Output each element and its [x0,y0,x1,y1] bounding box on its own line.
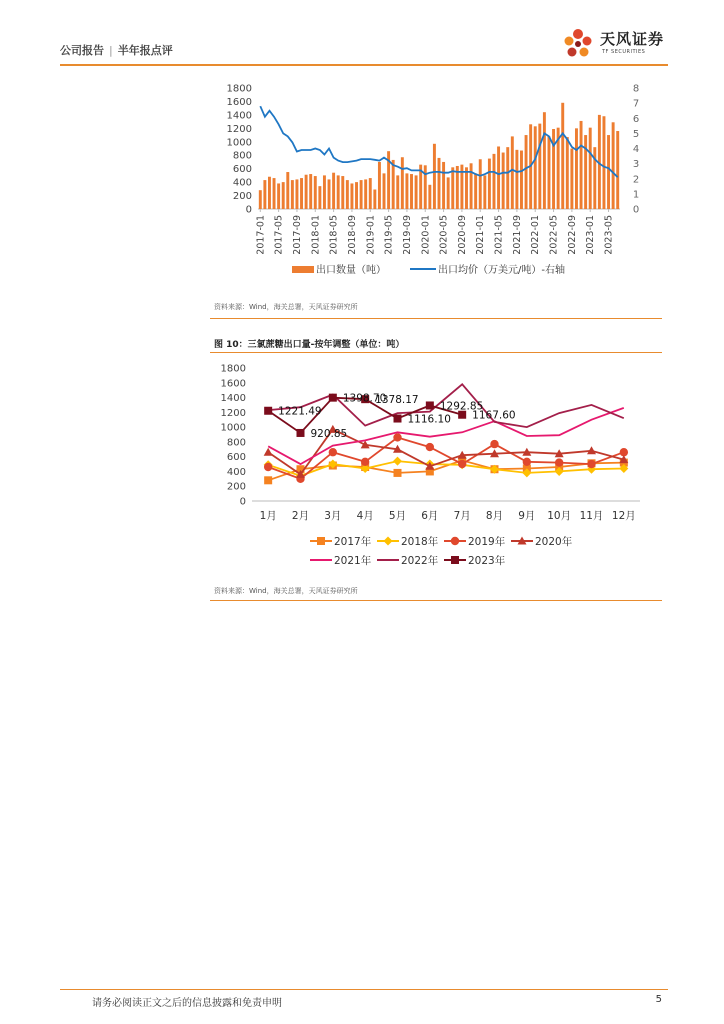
x-tick-label: 2022-01 [530,215,542,255]
x-tick-label: 11月 [579,510,604,522]
legend-label: 2021年 [334,555,372,567]
figure2-source: 资料来源：Wind，海关总署，天风证券研究所 [214,587,358,595]
data-point [394,469,402,477]
x-tick-label: 2023-01 [585,215,597,255]
y-tick-label: 1200 [220,407,246,419]
volume-bar [447,177,450,209]
volume-bar [392,160,395,209]
page-header [60,30,668,60]
volume-bar [318,186,321,209]
data-point [587,460,595,468]
volume-bar [451,167,454,209]
volume-bar [323,175,326,209]
x-tick-label: 2020-09 [456,215,468,255]
data-point [555,458,563,466]
volume-bar [616,131,619,209]
volume-bar [474,173,477,209]
y-tick-label: 600 [226,452,246,464]
volume-bar [497,146,500,209]
x-tick-label: 2021-01 [475,215,487,255]
volume-bar [566,137,569,209]
x-tick-label: 2017-09 [291,215,303,255]
x-tick-label: 6月 [421,510,439,522]
y-tick-label: 200 [232,191,252,203]
y-tick-label: 1800 [220,363,246,375]
header-rule [60,64,668,66]
volume-bar [378,162,381,209]
volume-bar [341,176,344,209]
legend-label: 出口数量（吨） [316,265,386,276]
y-tick-label: 1800 [226,83,252,95]
data-point [393,457,402,466]
x-tick-label: 10月 [547,510,572,522]
volume-bar [543,112,546,209]
y-tick-label: 200 [226,481,246,493]
footer-disclaimer: 请务必阅读正文之后的信息披露和免责申明 [92,998,282,1009]
volume-bar [396,175,399,209]
x-tick-label: 2018-01 [310,215,322,255]
volume-bar [433,144,436,209]
volume-bar [295,179,298,209]
y2-tick-label: 7 [632,98,640,110]
volume-bar [538,124,541,209]
legend-label: 2023年 [468,555,506,567]
y-tick-label: 0 [245,204,252,216]
volume-bar [488,159,491,209]
volume-bar [502,153,505,209]
volume-bar [355,182,358,209]
data-point [426,443,434,451]
y2-tick-label: 2 [632,174,640,186]
volume-bar [575,128,578,209]
volume-bar [332,173,335,209]
brand-name-cn: 天风证券 [600,30,665,48]
figure1-rule [210,318,662,319]
volume-bar [401,157,404,209]
brand-name-en: TF SECURITIES [602,49,646,55]
x-tick-label: 2019-01 [365,215,377,255]
brand-logo [558,24,668,64]
volume-bar [415,175,418,209]
volume-bar [428,185,431,209]
y-tick-label: 1600 [220,378,246,390]
volume-bar [483,175,486,209]
volume-bar [369,178,372,209]
x-tick-label: 2019-09 [401,215,413,255]
volume-bar [337,175,340,209]
legend-label: 2019年 [468,536,506,548]
chart-annual-svg [210,358,662,576]
volume-bar [300,178,303,209]
x-tick-label: 2021-05 [493,215,505,255]
volume-bar [548,136,551,209]
legend-marker [317,537,325,545]
volume-bar [602,116,605,209]
report-type: 公司报告 [60,44,104,57]
data-point [264,407,272,415]
data-point [394,415,402,423]
x-tick-label: 3月 [324,510,342,522]
volume-bar [383,173,386,209]
y2-tick-label: 5 [632,128,640,140]
x-tick-label: 8月 [485,510,504,522]
figure2-title-rule [210,352,662,353]
x-tick-label: 2022-09 [566,215,578,255]
x-tick-label: 2018-09 [346,215,358,255]
y-tick-label: 1400 [220,393,246,405]
export-volume-price-chart [210,78,662,288]
y-tick-label: 800 [226,437,246,449]
y-tick-label: 1600 [226,96,252,108]
volume-bar [305,175,308,209]
volume-bar [291,180,294,209]
data-point [361,458,369,466]
data-label: 1378.17 [375,394,419,407]
chart-volume-price-svg [210,78,662,288]
volume-bar [470,163,473,209]
report-subtype: 半年报点评 [117,44,173,57]
y2-tick-label: 1 [632,189,640,201]
y-tick-label: 1200 [226,123,252,135]
annual-export-chart [210,358,662,576]
x-tick-label: 2019-05 [383,215,395,255]
y2-tick-label: 6 [632,113,640,125]
data-label: 1292.85 [439,400,484,413]
data-label: 1116.10 [407,413,451,426]
x-tick-label: 9月 [518,510,536,522]
volume-bar [373,190,376,209]
volume-bar [479,159,482,209]
x-tick-label: 2020-01 [420,215,432,255]
data-point [393,433,401,441]
data-label: 1398.70 [342,392,387,405]
legend-marker [384,537,393,546]
volume-bar [589,128,592,209]
page-number: 5 [655,994,662,1005]
volume-bar [282,182,285,209]
volume-bar [584,135,587,209]
legend-label: 2017年 [334,536,372,548]
data-point [523,458,531,466]
y-tick-label: 400 [232,177,252,189]
data-point [297,429,305,437]
volume-bar [570,149,573,210]
volume-bar [277,183,280,209]
data-point [264,476,272,484]
x-tick-label: 1月 [259,510,277,522]
volume-bar [360,180,363,209]
volume-bar [410,174,413,209]
y2-tick-label: 8 [632,83,640,95]
data-label: 1167.60 [472,409,516,422]
y2-tick-label: 4 [632,144,640,155]
data-point [264,463,272,471]
data-point [458,460,466,468]
volume-bar [493,154,496,209]
y-tick-label: 800 [232,150,252,162]
data-point [426,401,434,409]
breadcrumb: 公司报告 | 半年报点评 [60,44,173,57]
volume-bar [511,136,514,209]
figure2-title: 图 10：三氯蔗糖出口量-按年调整（单位：吨） [214,340,405,350]
volume-bar [273,178,276,209]
volume-bar [424,165,427,209]
data-point [490,440,498,448]
x-tick-label: 4月 [356,510,374,522]
volume-bar [259,190,262,209]
x-tick-label: 2018-05 [328,215,340,255]
volume-bar [580,121,583,209]
data-label: 920.85 [310,427,348,440]
y-tick-label: 600 [232,164,252,176]
volume-bar [561,103,564,209]
x-tick-label: 2021-09 [511,215,523,255]
data-point [329,394,337,402]
volume-bar [515,150,518,209]
volume-bar [346,180,349,209]
volume-bar [465,167,468,209]
x-tick-label: 2023-05 [603,215,615,255]
volume-bar [534,126,537,209]
x-tick-label: 2017-01 [255,215,267,255]
volume-bar [525,135,528,209]
x-tick-label: 5月 [388,510,407,522]
footer-rule [60,989,668,990]
flower-logo-icon [558,24,598,64]
volume-bar [442,162,445,209]
y-tick-label: 0 [239,496,246,508]
legend-label: 2022年 [401,555,439,567]
y-tick-label: 1000 [226,137,252,149]
y2-tick-label: 3 [632,159,640,171]
series-2 [264,433,628,483]
volume-bar [309,174,312,209]
legend-bar-swatch [292,266,314,273]
volume-bar [286,172,289,209]
volume-bar [350,183,353,209]
volume-bar [268,177,271,209]
figure1-source: 资料来源：Wind，海关总署，天风证券研究所 [214,303,358,311]
data-point [329,448,337,456]
volume-bar [364,179,367,209]
legend-marker [451,556,459,564]
y-tick-label: 1400 [226,110,252,122]
legend-label: 2020年 [535,536,573,548]
y-tick-label: 1000 [220,422,246,434]
volume-bar [520,151,523,209]
legend-label: 出口均价（万美元/吨）-右轴 [438,265,565,276]
x-tick-label: 2月 [291,510,310,522]
data-label: 1221.49 [278,405,322,418]
volume-bar [263,180,266,209]
volume-bar [607,135,610,209]
volume-bar [314,176,317,209]
x-tick-label: 12月 [611,510,636,522]
volume-bar [552,129,555,209]
y-tick-label: 400 [226,466,246,478]
x-tick-label: 2017-05 [273,215,285,255]
volume-bar [506,147,509,209]
figure2-rule [210,600,662,601]
legend-marker [451,537,459,545]
x-tick-label: 2022-05 [548,215,560,255]
y2-tick-label: 0 [632,204,640,216]
volume-bar [438,158,441,209]
x-tick-label: 2020-05 [438,215,450,255]
volume-bar [612,122,615,209]
volume-bar [405,173,408,209]
volume-bar [328,179,331,209]
legend-label: 2018年 [401,536,439,548]
x-tick-label: 7月 [453,510,471,522]
